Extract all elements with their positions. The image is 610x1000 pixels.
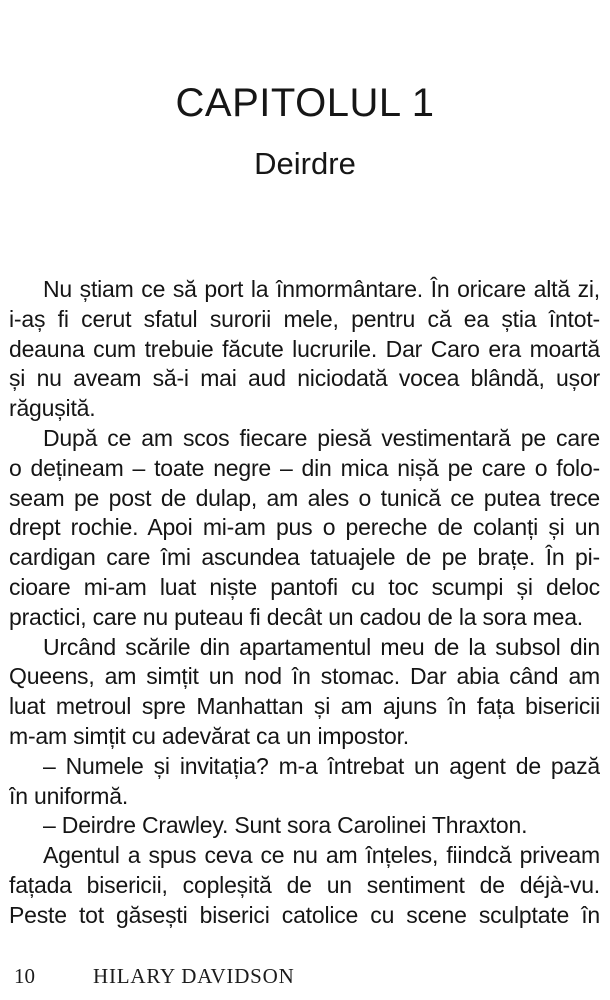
- text-line: m-am simțit cu adevărat ca un impostor.: [9, 722, 409, 749]
- chapter-title: CAPITOLUL 1: [175, 81, 435, 125]
- text-line: și nu aveam să-i mai aud niciodată vocea blândă, ușor: [9, 365, 600, 392]
- text-line: Nu știam ce să port la înmormântare. În oricare altă zi,: [43, 276, 600, 302]
- page-footer: [14, 966, 295, 987]
- text-line: – Deirdre Crawley. Sunt sora Carolinei Thraxton.: [43, 812, 528, 839]
- text-line: Agentul a spus ceva ce nu am înțeles, fiindcă priveam: [43, 842, 600, 869]
- text-line: luat metroul spre Manhattan și am ajuns în fața bisericii: [9, 693, 600, 720]
- text-line: Peste tot găsești biserici catolice cu scene sculptate în: [9, 901, 600, 928]
- paragraph-dialogue: [9, 811, 600, 841]
- body-text: [0, 275, 610, 931]
- paragraph: [9, 275, 600, 424]
- running-header-author: HILARY DAVIDSON: [93, 964, 295, 988]
- text-line: fațada bisericii, copleșită de un sentiment de déjà-vu.: [9, 871, 600, 898]
- text-line: cardigan care îmi ascundea tatuajele de pe brațe. În pi-: [9, 544, 600, 571]
- text-line: răgușită.: [9, 395, 96, 422]
- text-line: i-aș fi cerut sfatul surorii mele, pentru că ea știa întot-: [9, 305, 600, 332]
- text-line: deauna cum trebuie făcute lucrurile. Dar Caro era moartă: [9, 335, 600, 362]
- chapter-subtitle: Deirdre: [254, 146, 356, 181]
- text-line: cioare mi-am luat niște pantofi cu toc scumpi și deloc: [9, 573, 600, 600]
- text-line: După ce am scos fiecare piesă vestimentară pe care: [43, 424, 600, 451]
- page-number: 10: [14, 964, 35, 988]
- text-line: Urcând scările din apartamentul meu de la subsol din: [43, 633, 600, 660]
- paragraph: [9, 424, 600, 633]
- text-line: seam pe post de dulap, am ales o tunică ce putea trece: [9, 484, 600, 511]
- text-line: – Numele și invitația? m-a întrebat un agent de pază: [43, 752, 600, 779]
- paragraph: [9, 841, 600, 930]
- text-line: practici, care nu puteau fi decât un cadou de la sora mea.: [9, 603, 583, 630]
- text-line: drept rochie. Apoi mi-am pus o pereche de colanți și un: [9, 514, 600, 541]
- paragraph-dialogue: [9, 752, 600, 812]
- text-line: în uniformă.: [9, 782, 129, 809]
- text-line: o dețineam – toate negre – din mica nișă pe care o folo-: [9, 454, 600, 481]
- text-line: Queens, am simțit un nod în stomac. Dar abia când am: [9, 663, 600, 690]
- paragraph: [9, 633, 600, 752]
